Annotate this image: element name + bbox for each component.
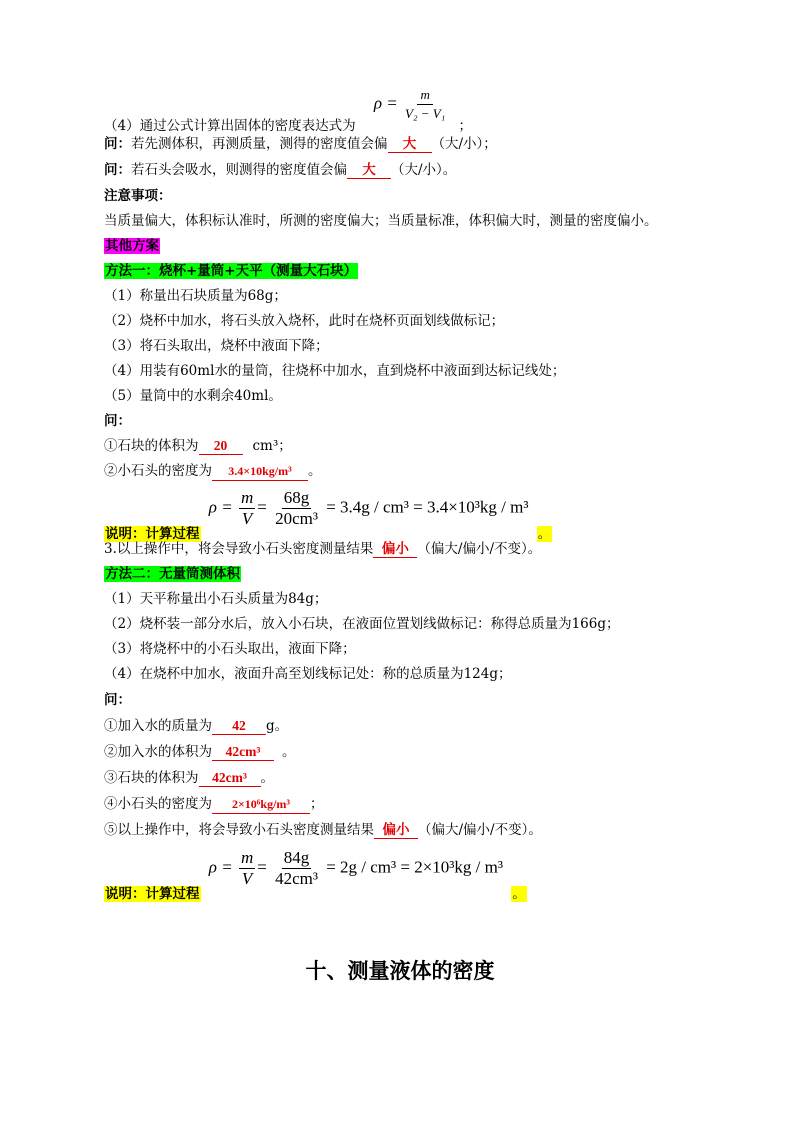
m1-ask-label: 问：: [104, 413, 131, 429]
m1-step-2: （2）烧杯中加水，将石头放入烧杯，此时在烧杯页面划线做标记；: [104, 313, 505, 329]
question-label: 问：: [104, 136, 131, 152]
explain-label: 说明：计算过程: [105, 886, 200, 903]
density-expression: [374, 86, 448, 123]
answer-blank: 3.4×10kg/m³: [212, 464, 308, 481]
method-1-heading: [104, 262, 358, 280]
m2-ask-label: 问：: [104, 692, 131, 708]
m1-question-3: [104, 540, 541, 558]
frac-denominator: V: [241, 869, 253, 888]
expr-numerator: m: [417, 86, 432, 105]
m2-step-4: （4）在烧杯中加水，液面升高至划线标记处：称的总质量为124g；: [104, 666, 512, 682]
step-4-text: （4）通过公式计算出固体的密度表达式为: [104, 118, 356, 135]
question-label: 问：: [104, 162, 131, 178]
rho-symbol: ρ =: [373, 93, 398, 113]
m2-answer-4: [104, 795, 324, 814]
answer-unit: cm³；: [252, 438, 292, 454]
answer-blank: 偏小: [373, 541, 417, 558]
question-text: 3.以上操作中，将会导致小石头密度测量结果: [104, 541, 374, 557]
m1-step-5: （5）量筒中的水剩余40ml。: [104, 388, 282, 404]
answer-blank: 大: [347, 162, 391, 179]
m1-step-1: （1）称量出石块质量为68g；: [104, 288, 287, 304]
explain-label: 说明：计算过程: [105, 526, 200, 543]
frac-numerator: 84g: [283, 848, 310, 867]
answer-text: ①加入水的质量为: [104, 718, 212, 734]
frac-denominator: V: [241, 509, 253, 528]
frac-denominator: 42cm³: [275, 869, 318, 888]
m2-formula-line: [104, 848, 527, 903]
m2-answer-1: [104, 717, 288, 735]
answer-text: ④小石头的密度为: [104, 796, 212, 812]
m2-answer-3: [104, 769, 274, 787]
question-tail: （偏大/偏小/不变）。: [417, 541, 542, 557]
expr-denominator: V₂ − V₁: [405, 106, 446, 121]
frac-numerator: 68g: [283, 488, 310, 507]
m1-answer-1: [104, 437, 292, 455]
other-plan-label: [104, 237, 160, 255]
m2-answer-5: [104, 821, 542, 839]
question-tail: （大/小）；: [431, 136, 497, 152]
question-text: 若先测体积，再测质量，测得的密度值会偏: [131, 136, 388, 152]
method-2-heading: [104, 565, 241, 583]
notes-label: 注意事项：: [104, 188, 172, 204]
m1-step-3: （3）将石头取出，烧杯中液面下降；: [104, 338, 329, 354]
method-2-highlight: 方法二：无量筒测体积: [105, 566, 240, 582]
formula-result: = 2g / cm³ = 2×10³kg / m³: [326, 857, 503, 877]
m1-answer-2: [104, 462, 322, 481]
m1-formula-line: [104, 488, 552, 543]
step-4-formula-line: [104, 86, 473, 135]
answer-blank: 42cm³: [199, 770, 261, 787]
answer-tail: 。: [308, 463, 322, 479]
answer-tail: （偏大/偏小/不变）。: [418, 822, 542, 838]
question-text: 若石头会吸水，则测得的密度值会偏: [131, 162, 347, 178]
method-1-highlight: 方法一：烧杯+量筒+天平（测量大石块）: [105, 263, 358, 279]
m2-step-3: （3）将烧杯中的小石头取出，液面下降；: [104, 641, 356, 657]
answer-tail: ；: [310, 796, 324, 812]
formula-end: 。: [537, 526, 552, 543]
answer-text: ①石块的体积为: [104, 438, 199, 454]
other-plan-highlight: 其他方案: [105, 238, 159, 254]
m2-step-1: （1）天平称量出小石头质量为84g；: [104, 591, 328, 607]
answer-tail: 。: [282, 744, 296, 760]
section-title: 十、测量液体的密度: [305, 959, 495, 983]
rho-symbol: ρ =: [208, 497, 233, 517]
formula-result: = 3.4g / cm³ = 3.4×10³kg / m³: [326, 497, 529, 517]
answer-blank: 42: [212, 718, 266, 735]
answer-text: ②小石头的密度为: [104, 463, 212, 479]
answer-text: ③石块的体积为: [104, 770, 199, 786]
formula-end: 。: [512, 886, 526, 903]
frac-denominator: 20cm³: [275, 509, 318, 528]
answer-text: ⑤以上操作中，将会导致小石头密度测量结果: [104, 822, 374, 838]
question-tail: （大/小）。: [391, 162, 457, 178]
m1-formula: ρ = $\frac{m}{V}$ = $\frac{68g}{\text{20cm³}}$ = 3.4g / cm³ = 3.4×10³kg / m³: [208, 488, 529, 528]
notes-text: 当质量偏大，体积标认准时，所测的密度偏大；当质量标准，体积偏大时，测量的密度偏小。: [104, 213, 658, 229]
question-2: [104, 161, 456, 179]
m2-step-2: （2）烧杯装一部分水后，放入小石块，在液面位置划线做标记：称得总质量为166g；: [104, 616, 620, 632]
answer-blank: 大: [388, 136, 432, 153]
step-4-tail: ；: [458, 118, 473, 135]
m1-step-4: （4）用装有60ml水的量筒，往烧杯中加水，直到烧杯中液面到达标记线处；: [104, 363, 566, 379]
rho-symbol: ρ =: [208, 857, 233, 877]
answer-tail: g。: [266, 718, 289, 734]
answer-blank: 42cm³: [212, 744, 274, 761]
answer-text: ②加入水的体积为: [104, 744, 212, 760]
answer-blank: 2×10⁶kg/m³: [212, 797, 310, 814]
frac-numerator: m: [240, 848, 254, 867]
m2-formula: ρ = $\frac{m}{V}$ = $\frac{84g}{\text{42cm³}}$ = 2g / cm³ = 2×10³kg / m³: [208, 848, 503, 888]
m2-answer-2: [104, 743, 296, 761]
question-1: [104, 135, 497, 153]
frac-numerator: m: [240, 488, 254, 507]
answer-blank: 偏小: [374, 822, 418, 839]
answer-tail: 。: [260, 770, 274, 786]
answer-blank: 20: [199, 438, 243, 455]
